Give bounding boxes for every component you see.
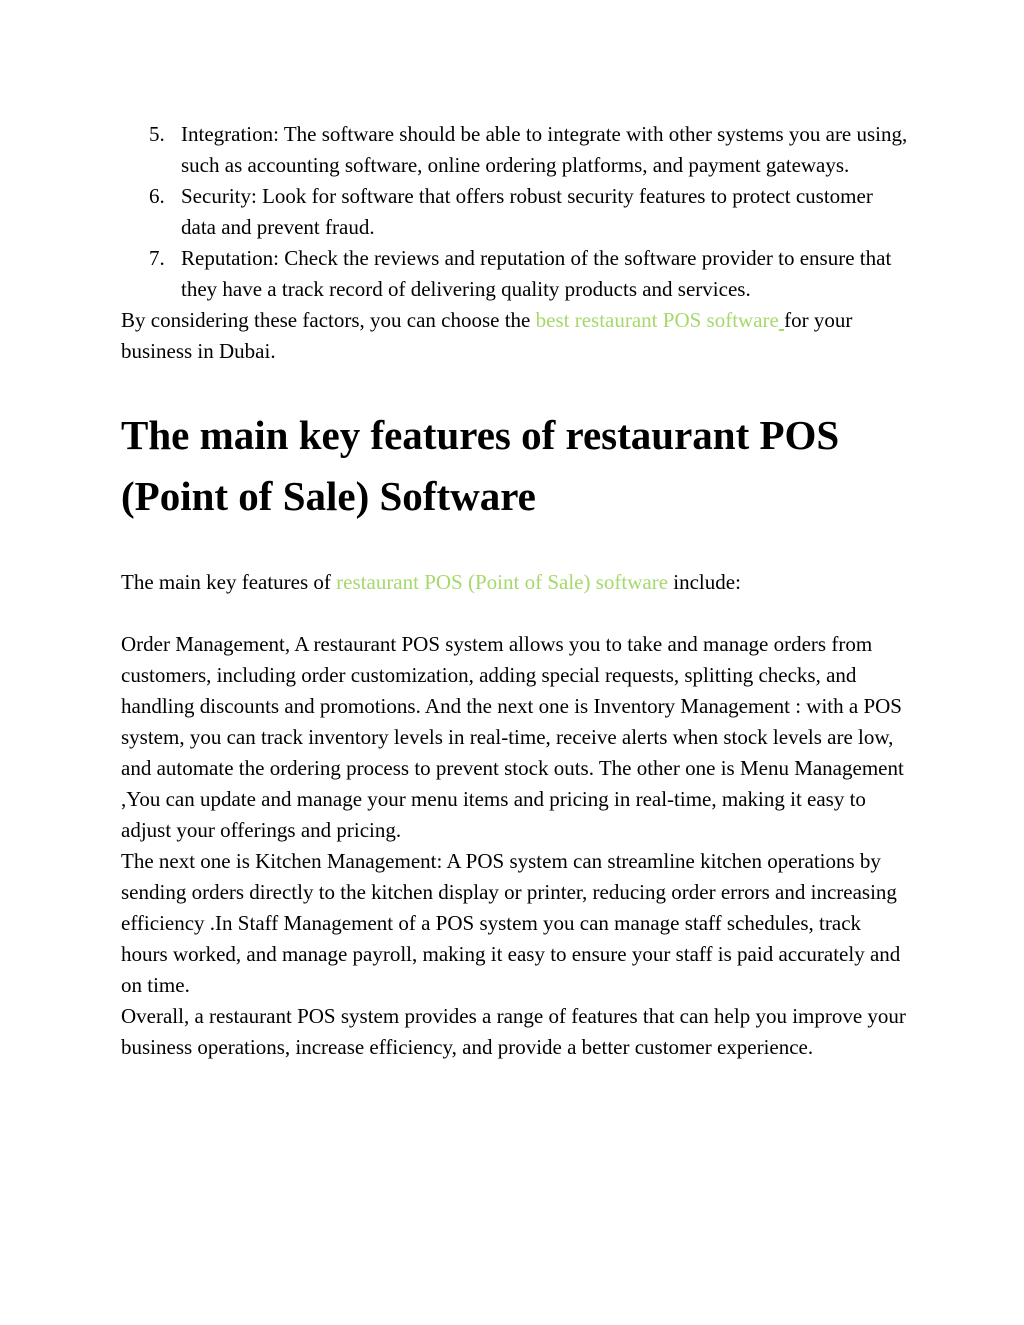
list-item	[121, 119, 911, 181]
list-item	[121, 181, 911, 243]
conclusion-text-after: for your business in Dubai.	[121, 308, 853, 363]
features-paragraph: Order Management, A restaurant POS system allows you to take and manage orders from customers, including order customization, adding special requests, splitting checks, and handling discounts and promotions. And the next one is Inventory Management : with a POS system, you can track inventory levels in real-time, receive alerts when stock levels are low, and automate the ordering process to prevent stock outs. The other one is Menu Management ,You can update and manage your menu items and pricing in real-time, making it easy to adjust your offerings and pricing.	[121, 632, 904, 842]
intro-text-after: include:	[668, 570, 741, 594]
intro-paragraph	[121, 567, 911, 598]
section-heading: The main key features of restaurant POS (Point of Sale) Software	[121, 412, 840, 519]
list-marker: 7.	[149, 246, 165, 270]
conclusion-text-before: By considering these factors, you can choose the	[121, 308, 536, 332]
features-paragraph: The next one is Kitchen Management: A POS system can streamline kitchen operations by sending orders directly to the kitchen display or printer, reducing order errors and increasing efficiency .In Staff Management of a POS system you can manage staff schedules, track hours worked, and manage payroll, making it easy to ensure your staff is paid accurately and on time.	[121, 849, 901, 997]
list-marker: 6.	[149, 184, 165, 208]
features-paragraph: Overall, a restaurant POS system provides a range of features that can help you improve your business operations, increase efficiency, and provide a better customer experience.	[121, 1004, 906, 1059]
list-item	[121, 243, 911, 305]
restaurant-pos-software-link[interactable]: restaurant POS (Point of Sale) software	[336, 570, 669, 594]
conclusion-paragraph	[121, 305, 911, 367]
features-body	[121, 629, 911, 1063]
list-marker: 5.	[149, 122, 165, 146]
document-page	[121, 119, 911, 1063]
factors-list	[121, 119, 911, 305]
list-item-text: Security: Look for software that offers robust security features to protect customer data and prevent fraud.	[181, 184, 873, 239]
list-item-text: Integration: The software should be able to integrate with other systems you are using, such as accounting software, online ordering platforms, and payment gateways.	[181, 122, 908, 177]
best-pos-software-link[interactable]: best restaurant POS software	[536, 308, 784, 332]
intro-text-before: The main key features of	[121, 570, 337, 594]
list-item-text: Reputation: Check the reviews and reputation of the software provider to ensure that they have a track record of delivering quality products and services.	[181, 246, 892, 301]
